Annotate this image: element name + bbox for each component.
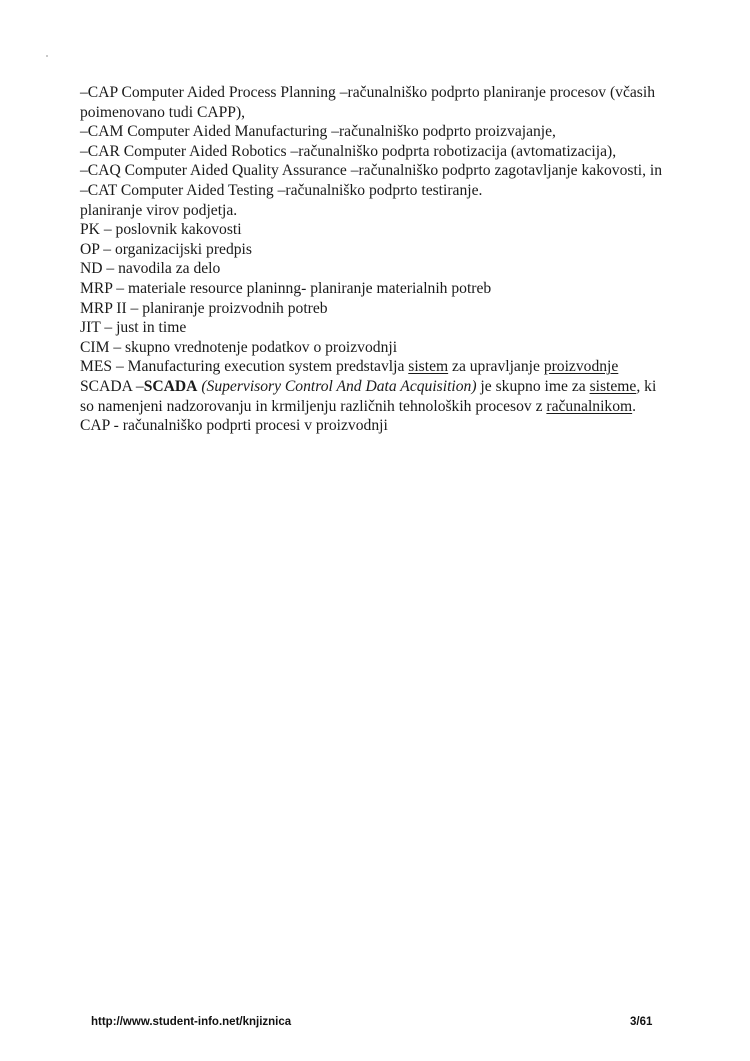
scada-prefix: SCADA – [80, 377, 144, 395]
footer-url[interactable]: http://www.student-info.net/knjiznica [91, 1016, 292, 1028]
line-scada [80, 377, 680, 397]
line-mes [80, 357, 680, 377]
scada-line2-text: so namenjeni nadzorovanju in krmiljenju različnih tehnoloških procesov z [80, 397, 547, 415]
line-cat: –CAT Computer Aided Testing –računalniško podprto testiranje. [80, 181, 483, 199]
line-nd: ND – navodila za delo [80, 260, 221, 278]
line-cam: –CAM Computer Aided Manufacturing –računalniško podprto proizvajanje, [80, 123, 556, 141]
mes-prefix: MES – Manufacturing execution system predstavlja [80, 358, 409, 376]
scada-expansion: (Supervisory Control And Data Acquisition) [201, 377, 477, 395]
mes-link-sistem[interactable]: sistem [408, 358, 449, 376]
line-op: OP – organizacijski predpis [80, 240, 252, 258]
scada-line2-end: . [632, 397, 637, 415]
scada-link-sisteme[interactable]: sisteme [589, 377, 637, 395]
line-caq: –CAQ Computer Aided Quality Assurance –računalniško podprto zagotavljanje kakovosti, in [80, 162, 663, 180]
line-car: –CAR Computer Aided Robotics –računalniško podprta robotizacija (avtomatizacija), [80, 142, 617, 160]
line-pk: PK – poslovnik kakovosti [80, 221, 242, 239]
line-mrp-ii: MRP II – planiranje proizvodnih potreb [80, 299, 328, 317]
line-cap-continued: poimenovano tudi CAPP), [80, 103, 246, 121]
line-cim: CIM – skupno vrednotenje podatkov o proizvodnji [80, 338, 398, 356]
line-planiranje: planiranje virov podjetja. [80, 201, 238, 219]
line-mrp: MRP – materiale resource planinng- planiranje materialnih potreb [80, 279, 492, 297]
mes-middle: za upravljanje [448, 358, 544, 376]
line-cap-last: CAP - računalniško podprti procesi v proizvodnji [80, 417, 388, 435]
document-body [80, 83, 680, 436]
scan-speck [46, 55, 48, 57]
line-scada-continued [80, 397, 680, 417]
page-number: 3/61 [630, 1016, 653, 1028]
scada-link-racunalnikom[interactable]: računalnikom [546, 397, 633, 415]
mes-link-proizvodnje[interactable]: proizvodnje [543, 358, 619, 376]
scada-text: je skupno ime za [476, 377, 590, 395]
scada-text-end: , ki [636, 377, 657, 395]
line-jit: JIT – just in time [80, 319, 187, 337]
line-cap: –CAP Computer Aided Process Planning –računalniško podprto planiranje procesov (včasih [80, 84, 655, 101]
scada-bold-term: SCADA [143, 377, 198, 395]
